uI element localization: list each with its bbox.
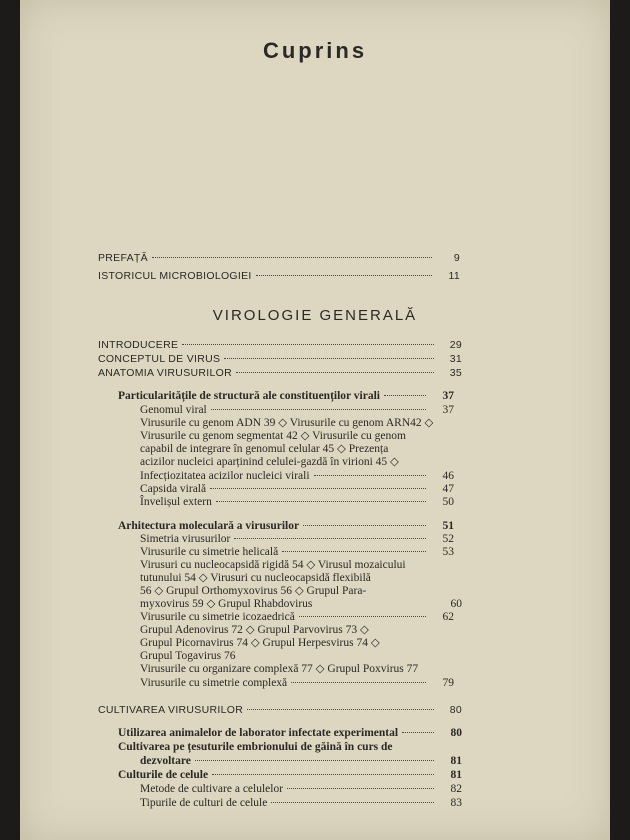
toc-page: 62 xyxy=(442,611,454,623)
toc-entry-embryo-line: Cultivarea pe țesuturile embrionului de găină în curs de xyxy=(118,741,393,753)
toc-entry-complex xyxy=(140,677,454,690)
dot-leader xyxy=(314,475,426,476)
dot-leader xyxy=(212,774,434,775)
toc-label: Virusurile cu simetrie complexă xyxy=(140,677,288,689)
icosa-detail-line: Grupul Togavirus 76 xyxy=(140,650,236,662)
toc-page: 31 xyxy=(449,353,462,365)
icosa-detail-line: Virusurile cu organizare complexă 77 ◇ Grupul Poxvirus 77 xyxy=(140,663,419,675)
toc-label: Simetria virusurilor xyxy=(140,533,231,545)
toc-label: Capsida virală xyxy=(140,483,207,495)
toc-page: 37 xyxy=(442,390,454,402)
dot-leader xyxy=(256,275,432,276)
toc-entry-history xyxy=(98,270,460,283)
toc-label: CONCEPTUL DE VIRUS xyxy=(98,353,221,365)
toc-label: ISTORICUL MICROBIOLOGIEI xyxy=(98,270,252,282)
toc-label: Tipurile de culturi de celule xyxy=(140,797,268,809)
toc-entry-preface xyxy=(98,252,460,265)
helical-detail-line: tutunului 54 ◇ Virusuri cu nucleocapsidă flexibilă xyxy=(140,572,371,584)
toc-page: 80 xyxy=(449,704,462,716)
toc-entry-lab-animals xyxy=(118,727,462,740)
section-title: VIROLOGIE GENERALĂ xyxy=(212,307,418,324)
toc-entry-genome xyxy=(140,404,454,417)
toc-entry-methods xyxy=(140,783,462,796)
dot-leader xyxy=(287,788,434,789)
toc-label: Virusurile cu simetrie icozaedrică xyxy=(140,611,295,623)
toc-label: ANATOMIA VIRUSURILOR xyxy=(98,367,232,379)
toc-entry-helical xyxy=(140,546,454,559)
dot-leader xyxy=(402,732,434,733)
dot-leader xyxy=(303,525,426,526)
dot-leader xyxy=(210,488,426,489)
dot-leader xyxy=(216,501,426,502)
toc-page: 47 xyxy=(442,483,454,495)
dot-leader xyxy=(299,616,426,617)
helical-detail-line: Virusuri cu nucleocapsidă rigidă 54 ◇ Virusul mozaicului xyxy=(140,559,406,571)
toc-label: Utilizarea animalelor de laborator infectate experimental xyxy=(118,727,399,739)
toc-entry-types xyxy=(140,797,462,810)
genome-detail-line: acizilor nucleici aparținind celulei-gazdă în virioni 45 ◇ xyxy=(140,456,399,468)
toc-page: 11 xyxy=(448,270,460,282)
dot-leader xyxy=(195,760,434,761)
toc-page: 9 xyxy=(453,252,460,264)
toc-page: 50 xyxy=(442,496,454,508)
toc-label: dezvoltare xyxy=(140,755,191,767)
toc-entry-structure xyxy=(118,390,454,403)
genome-detail-line: Virusurile cu genom ADN 39 ◇ Virusurile cu genom ARN42 ◇ xyxy=(140,417,434,429)
dot-leader xyxy=(182,344,434,345)
dot-leader xyxy=(234,538,426,539)
toc-entry-anatomy xyxy=(98,367,462,380)
dot-leader xyxy=(152,257,432,258)
toc-page: 35 xyxy=(449,367,462,379)
toc-label: Virusurile cu simetrie helicală xyxy=(140,546,279,558)
toc-entry-infectivity xyxy=(140,470,454,483)
dot-leader xyxy=(384,395,426,396)
genome-detail-line: Virusurile cu genom segmentat 42 ◇ Virusurile cu genom xyxy=(140,430,406,442)
toc-entry-embryo xyxy=(140,755,462,768)
toc-label: Arhitectura moleculară a virusurilor xyxy=(118,520,300,532)
toc-entry-symmetry xyxy=(140,533,454,546)
helical-detail-line: 56 ◇ Grupul Orthomyxovirus 56 ◇ Grupul Para- xyxy=(140,585,367,597)
toc-entry-concept xyxy=(98,353,462,366)
toc-entry-icosahedral xyxy=(140,611,454,624)
toc-page: 82 xyxy=(450,783,462,795)
toc-page: 51 xyxy=(442,520,454,532)
dot-leader xyxy=(282,551,426,552)
helical-detail-line: myxovirus 59 ◇ Grupul Rhabdovirus xyxy=(140,598,313,610)
toc-label: Infecțiozitatea acizilor nucleici virali xyxy=(140,470,310,482)
toc-entry-introduction xyxy=(98,339,462,352)
toc-label: Învelișul extern xyxy=(140,496,212,508)
toc-label: CULTIVAREA VIRUSURILOR xyxy=(98,704,244,716)
toc-page: 79 xyxy=(442,677,454,689)
toc-entry-cultivation xyxy=(98,704,462,717)
dot-leader xyxy=(211,409,426,410)
dot-leader xyxy=(236,372,434,373)
toc-entry-envelope xyxy=(140,496,454,509)
toc-label: PREFAȚĂ xyxy=(98,252,148,264)
toc-page: 46 xyxy=(442,470,454,482)
toc-page: 81 xyxy=(450,769,462,781)
toc-page: 80 xyxy=(450,727,462,739)
toc-label: Genomul viral xyxy=(140,404,207,416)
icosa-detail-line: Grupul Adenovirus 72 ◇ Grupul Parvovirus 73 ◇ xyxy=(140,624,369,636)
toc-page: 52 xyxy=(442,533,454,545)
toc-page: 53 xyxy=(442,546,454,558)
toc-entry-architecture xyxy=(118,520,454,533)
icosa-detail-line: Grupul Picornavirus 74 ◇ Grupul Herpesvirus 74 ◇ xyxy=(140,637,380,649)
toc-page: 83 xyxy=(450,797,462,809)
toc-page: 37 xyxy=(442,404,454,416)
toc-label: Metode de cultivare a celulelor xyxy=(140,783,284,795)
genome-detail-line: capabil de integrare în genomul celular 45 ◇ Prezența xyxy=(140,443,389,455)
toc-page: 81 xyxy=(450,755,462,767)
toc-page: 60 xyxy=(450,598,462,610)
toc-label: Culturile de celule xyxy=(118,769,209,781)
toc-label: Particularitățile de structură ale constituenților virali xyxy=(118,390,380,402)
book-page xyxy=(20,0,610,840)
dot-leader xyxy=(224,358,434,359)
page-title: Cuprins xyxy=(262,38,368,63)
dot-leader xyxy=(291,682,426,683)
toc-entry-cell-cultures xyxy=(118,769,462,782)
toc-label: INTRODUCERE xyxy=(98,339,179,351)
toc-entry-capsid xyxy=(140,483,454,496)
dot-leader xyxy=(247,709,434,710)
dot-leader xyxy=(271,802,434,803)
toc-page: 29 xyxy=(449,339,462,351)
